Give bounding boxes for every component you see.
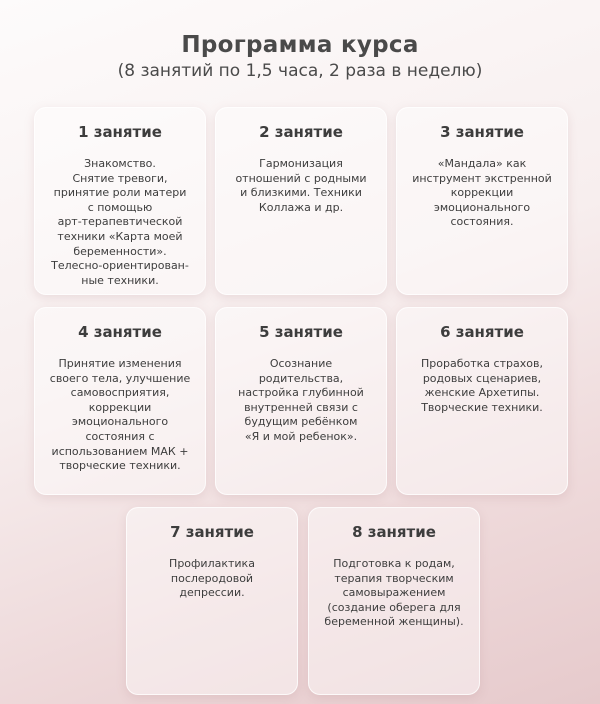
session-description: Гармонизация отношений с родными и близкими. Техники Коллажа и др. [235, 157, 367, 214]
session-title: 3 занятие [440, 123, 524, 141]
session-title: 1 занятие [78, 123, 162, 141]
session-description: Принятие изменения своего тела, улучшение самовосприятия, коррекции эмоционального состояния с использованием МАК + творческие техники. [49, 357, 191, 473]
session-card-1 [34, 107, 206, 295]
session-description: «Мандала» как инструмент экстренной коррекции эмоционального состояния. [412, 157, 552, 229]
session-description: Знакомство. Снятие тревоги, принятие роли матери с помощью арт-терапевтической техники «Карта моей беременности». Телесно-ориентирован- ные техники. [51, 157, 189, 287]
session-title: 7 занятие [170, 523, 254, 541]
session-description: Подготовка к родам, терапия творческим самовыражением (создание оберега для беременной женщины). [324, 557, 464, 629]
session-card-8 [308, 507, 480, 695]
session-title: 8 занятие [352, 523, 436, 541]
page-title: Программа курса [181, 32, 419, 58]
session-card-4 [34, 307, 206, 495]
session-title: 5 занятие [259, 323, 343, 341]
session-card-3 [396, 107, 568, 295]
page-subtitle: (8 занятий по 1,5 часа, 2 раза в неделю) [117, 61, 483, 81]
session-title: 2 занятие [259, 123, 343, 141]
session-card-5 [215, 307, 387, 495]
page-header [0, 30, 600, 82]
session-card-2 [215, 107, 387, 295]
session-description: Проработка страхов, родовых сценариев, женские Архетипы. Творческие техники. [421, 357, 543, 414]
session-description: Профилактика послеродовой депрессии. [169, 557, 255, 600]
session-title: 6 занятие [440, 323, 524, 341]
session-description: Осознание родительства, настройка глубинной внутренней связи с будущим ребёнком «Я и мой ребенок». [238, 357, 364, 443]
session-card-7 [126, 507, 298, 695]
session-title: 4 занятие [78, 323, 162, 341]
session-card-6 [396, 307, 568, 495]
